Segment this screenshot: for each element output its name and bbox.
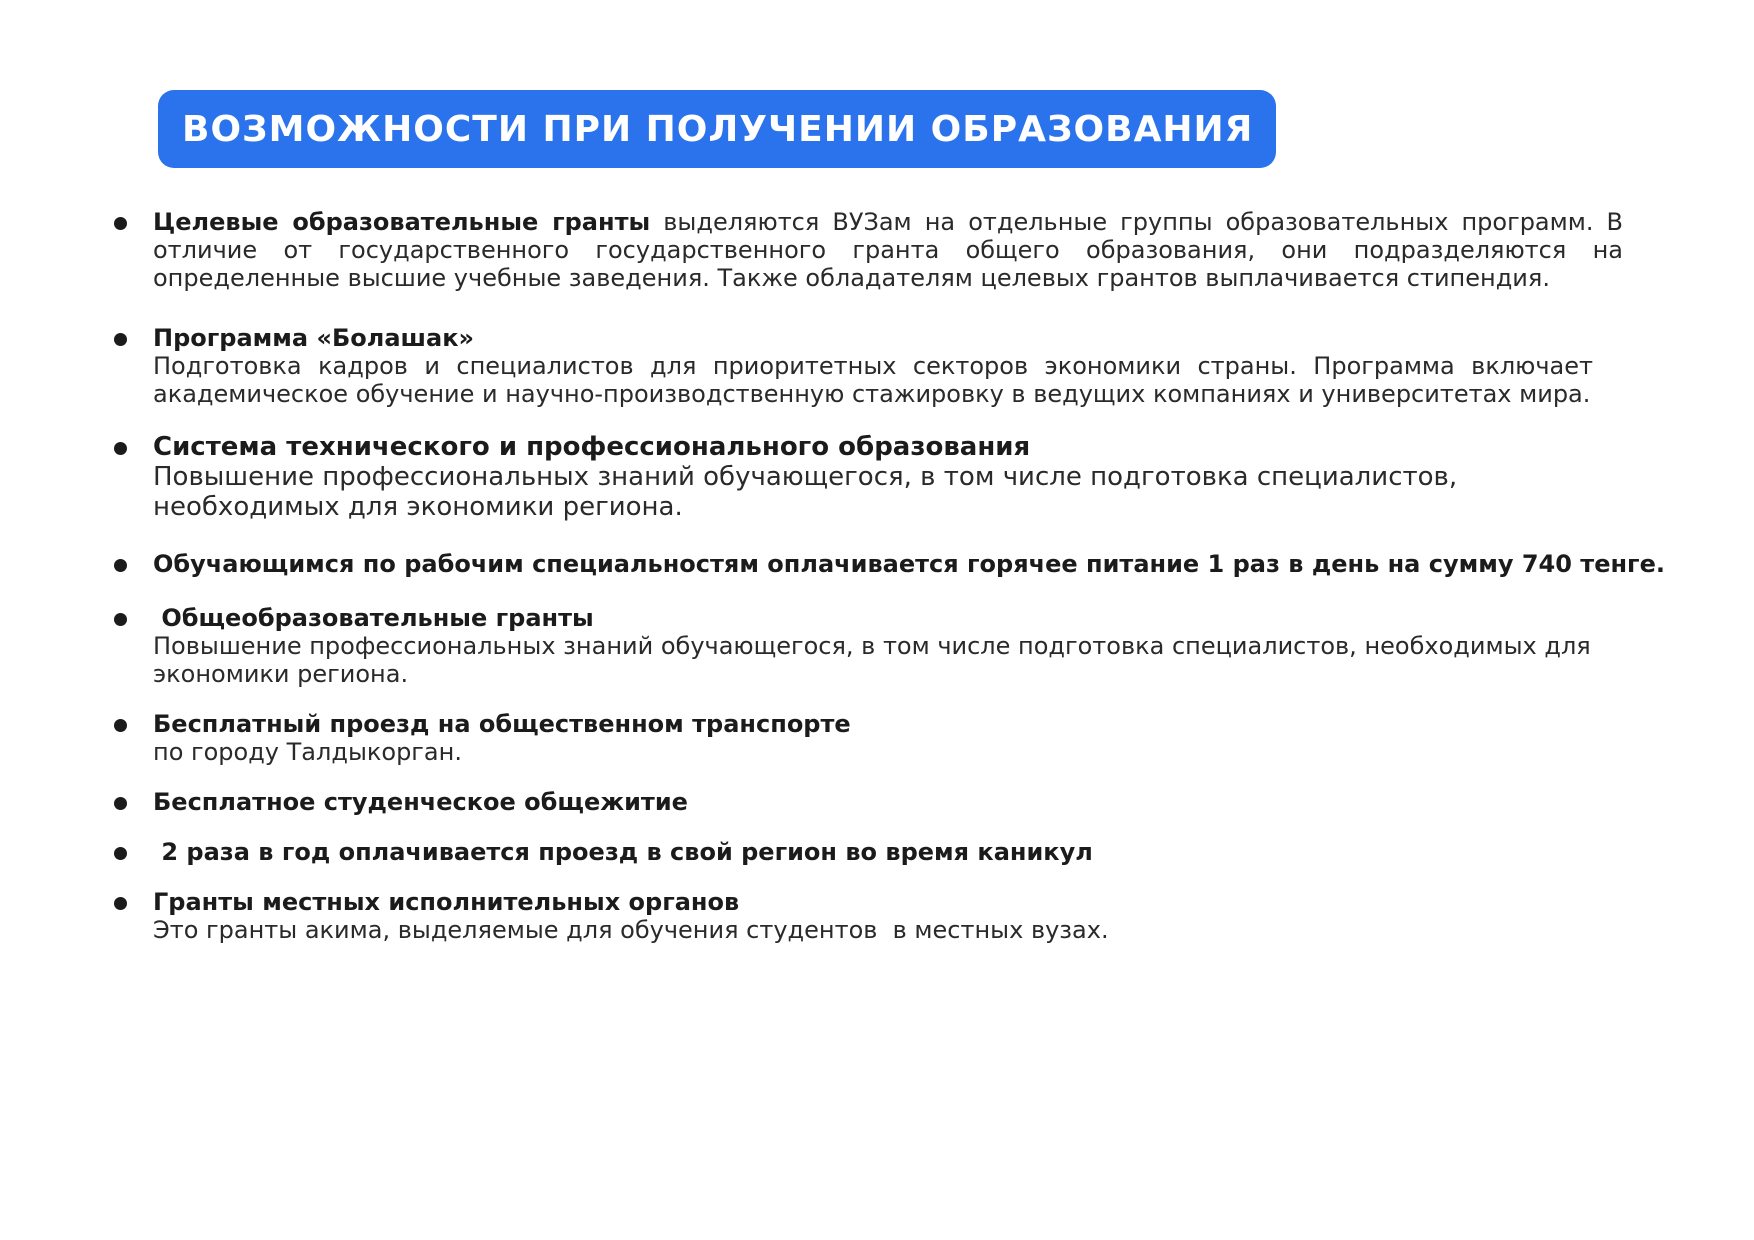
item-description: Это гранты акима, выделяемые для обучения студентов в местных вузах.	[153, 916, 1109, 944]
item-title: Бесплатное студенческое общежитие	[153, 788, 688, 816]
list-item	[110, 208, 1623, 292]
bullet-icon	[114, 719, 127, 732]
list-item	[110, 604, 1653, 688]
list-item	[110, 550, 1693, 578]
bullet-icon	[114, 847, 127, 860]
list-item	[110, 788, 1553, 816]
bullet-icon	[114, 333, 127, 346]
item-title: Программа «Болашак»	[153, 324, 474, 352]
bullet-icon	[114, 613, 127, 626]
item-title: Система технического и профессионального образования	[153, 432, 1031, 462]
list-item	[110, 838, 1553, 866]
item-description: Повышение профессиональных знаний обучающегося, в том числе подготовка специалистов, необходимых для экономики региона.	[153, 462, 1458, 522]
section-header	[158, 90, 1276, 168]
item-title: Целевые образовательные гранты	[153, 208, 651, 236]
opportunities-list	[110, 208, 1665, 944]
page-title: ВОЗМОЖНОСТИ ПРИ ПОЛУЧЕНИИ ОБРАЗОВАНИЯ	[182, 108, 1254, 150]
item-title: Обучающимся по рабочим специальностям оплачивается горячее питание 1 раз в день на сумму 740 тенге.	[153, 550, 1665, 578]
list-item	[110, 324, 1593, 408]
bullet-icon	[114, 897, 127, 910]
item-title: Бесплатный проезд на общественном транспорте	[153, 710, 851, 738]
bullet-icon	[114, 217, 127, 230]
item-title: Гранты местных исполнительных органов	[153, 888, 740, 916]
bullet-icon	[114, 559, 127, 572]
bullet-icon	[114, 797, 127, 810]
item-description: Подготовка кадров и специалистов для приоритетных секторов экономики страны. Программа включает академическое обучение и научно-производственную стажировку в ведущих компаниях и университетах мира.	[153, 352, 1593, 408]
item-description: Повышение профессиональных знаний обучающегося, в том числе подготовка специалистов, необходимых для экономики региона.	[153, 632, 1591, 688]
item-description: выделяются ВУЗам на отдельные группы образовательных программ. В отличие от государственного государственного гранта общего образования, они подразделяются на определенные высшие учебные заведения. Также обладателям целевых грантов выплачивается стипендия.	[153, 208, 1623, 292]
list-item	[110, 888, 1553, 944]
bullet-icon	[114, 442, 127, 455]
list-item	[110, 432, 1553, 522]
item-title: Общеобразовательные гранты	[153, 604, 594, 632]
item-description: по городу Талдыкорган.	[153, 738, 462, 766]
item-title: 2 раза в год оплачивается проезд в свой регион во время каникул	[153, 838, 1093, 866]
list-item	[110, 710, 1553, 766]
